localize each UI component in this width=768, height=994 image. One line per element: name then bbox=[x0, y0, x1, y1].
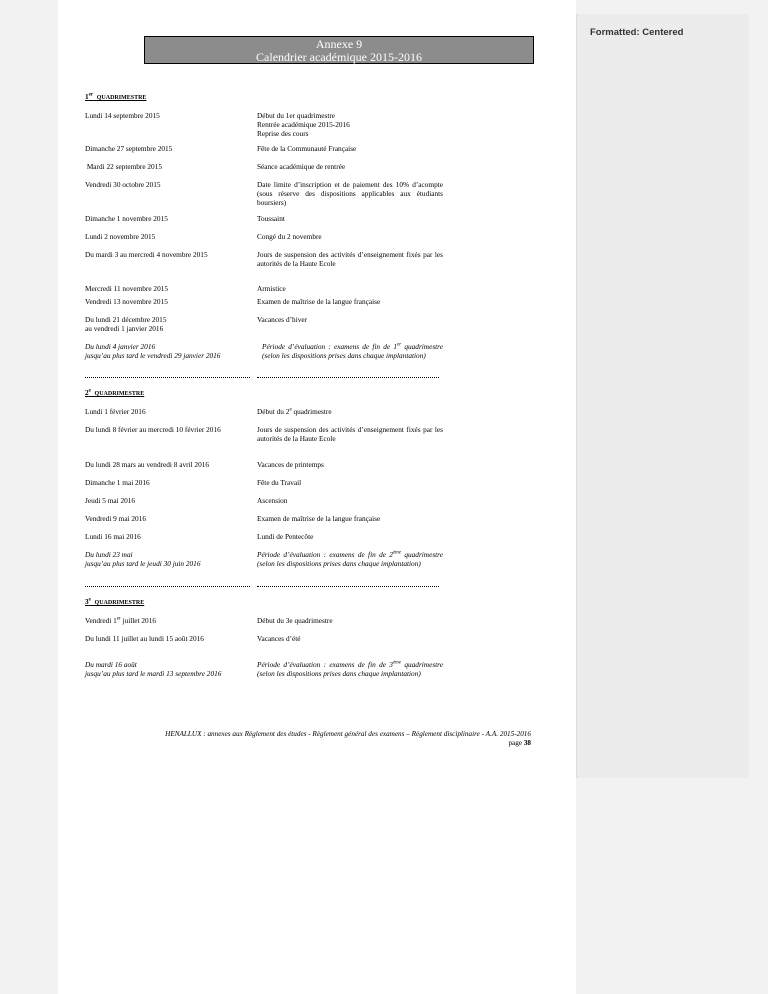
calendar-title: Calendrier académique 2015-2016 bbox=[256, 50, 422, 64]
footer-text: HENALLUX : annexes aux Règlement des études - Règlement général des examens – Règlement disciplinaire - A.A. 2015-2016 bbox=[165, 730, 531, 738]
section-heading-q2: 2e QUADRIMESTRE bbox=[85, 388, 145, 397]
section-heading-q3: 3e QUADRIMESTRE bbox=[85, 597, 145, 606]
section-heading-q1: 1er QUADRIMESTRE bbox=[85, 92, 147, 101]
format-comment: Formatted: Centered bbox=[590, 27, 684, 38]
comment-sidebar bbox=[576, 14, 749, 778]
annex-title-box bbox=[144, 36, 534, 64]
page-number: page 38 bbox=[508, 739, 531, 747]
annex-number: Annexe 9 bbox=[315, 37, 363, 51]
